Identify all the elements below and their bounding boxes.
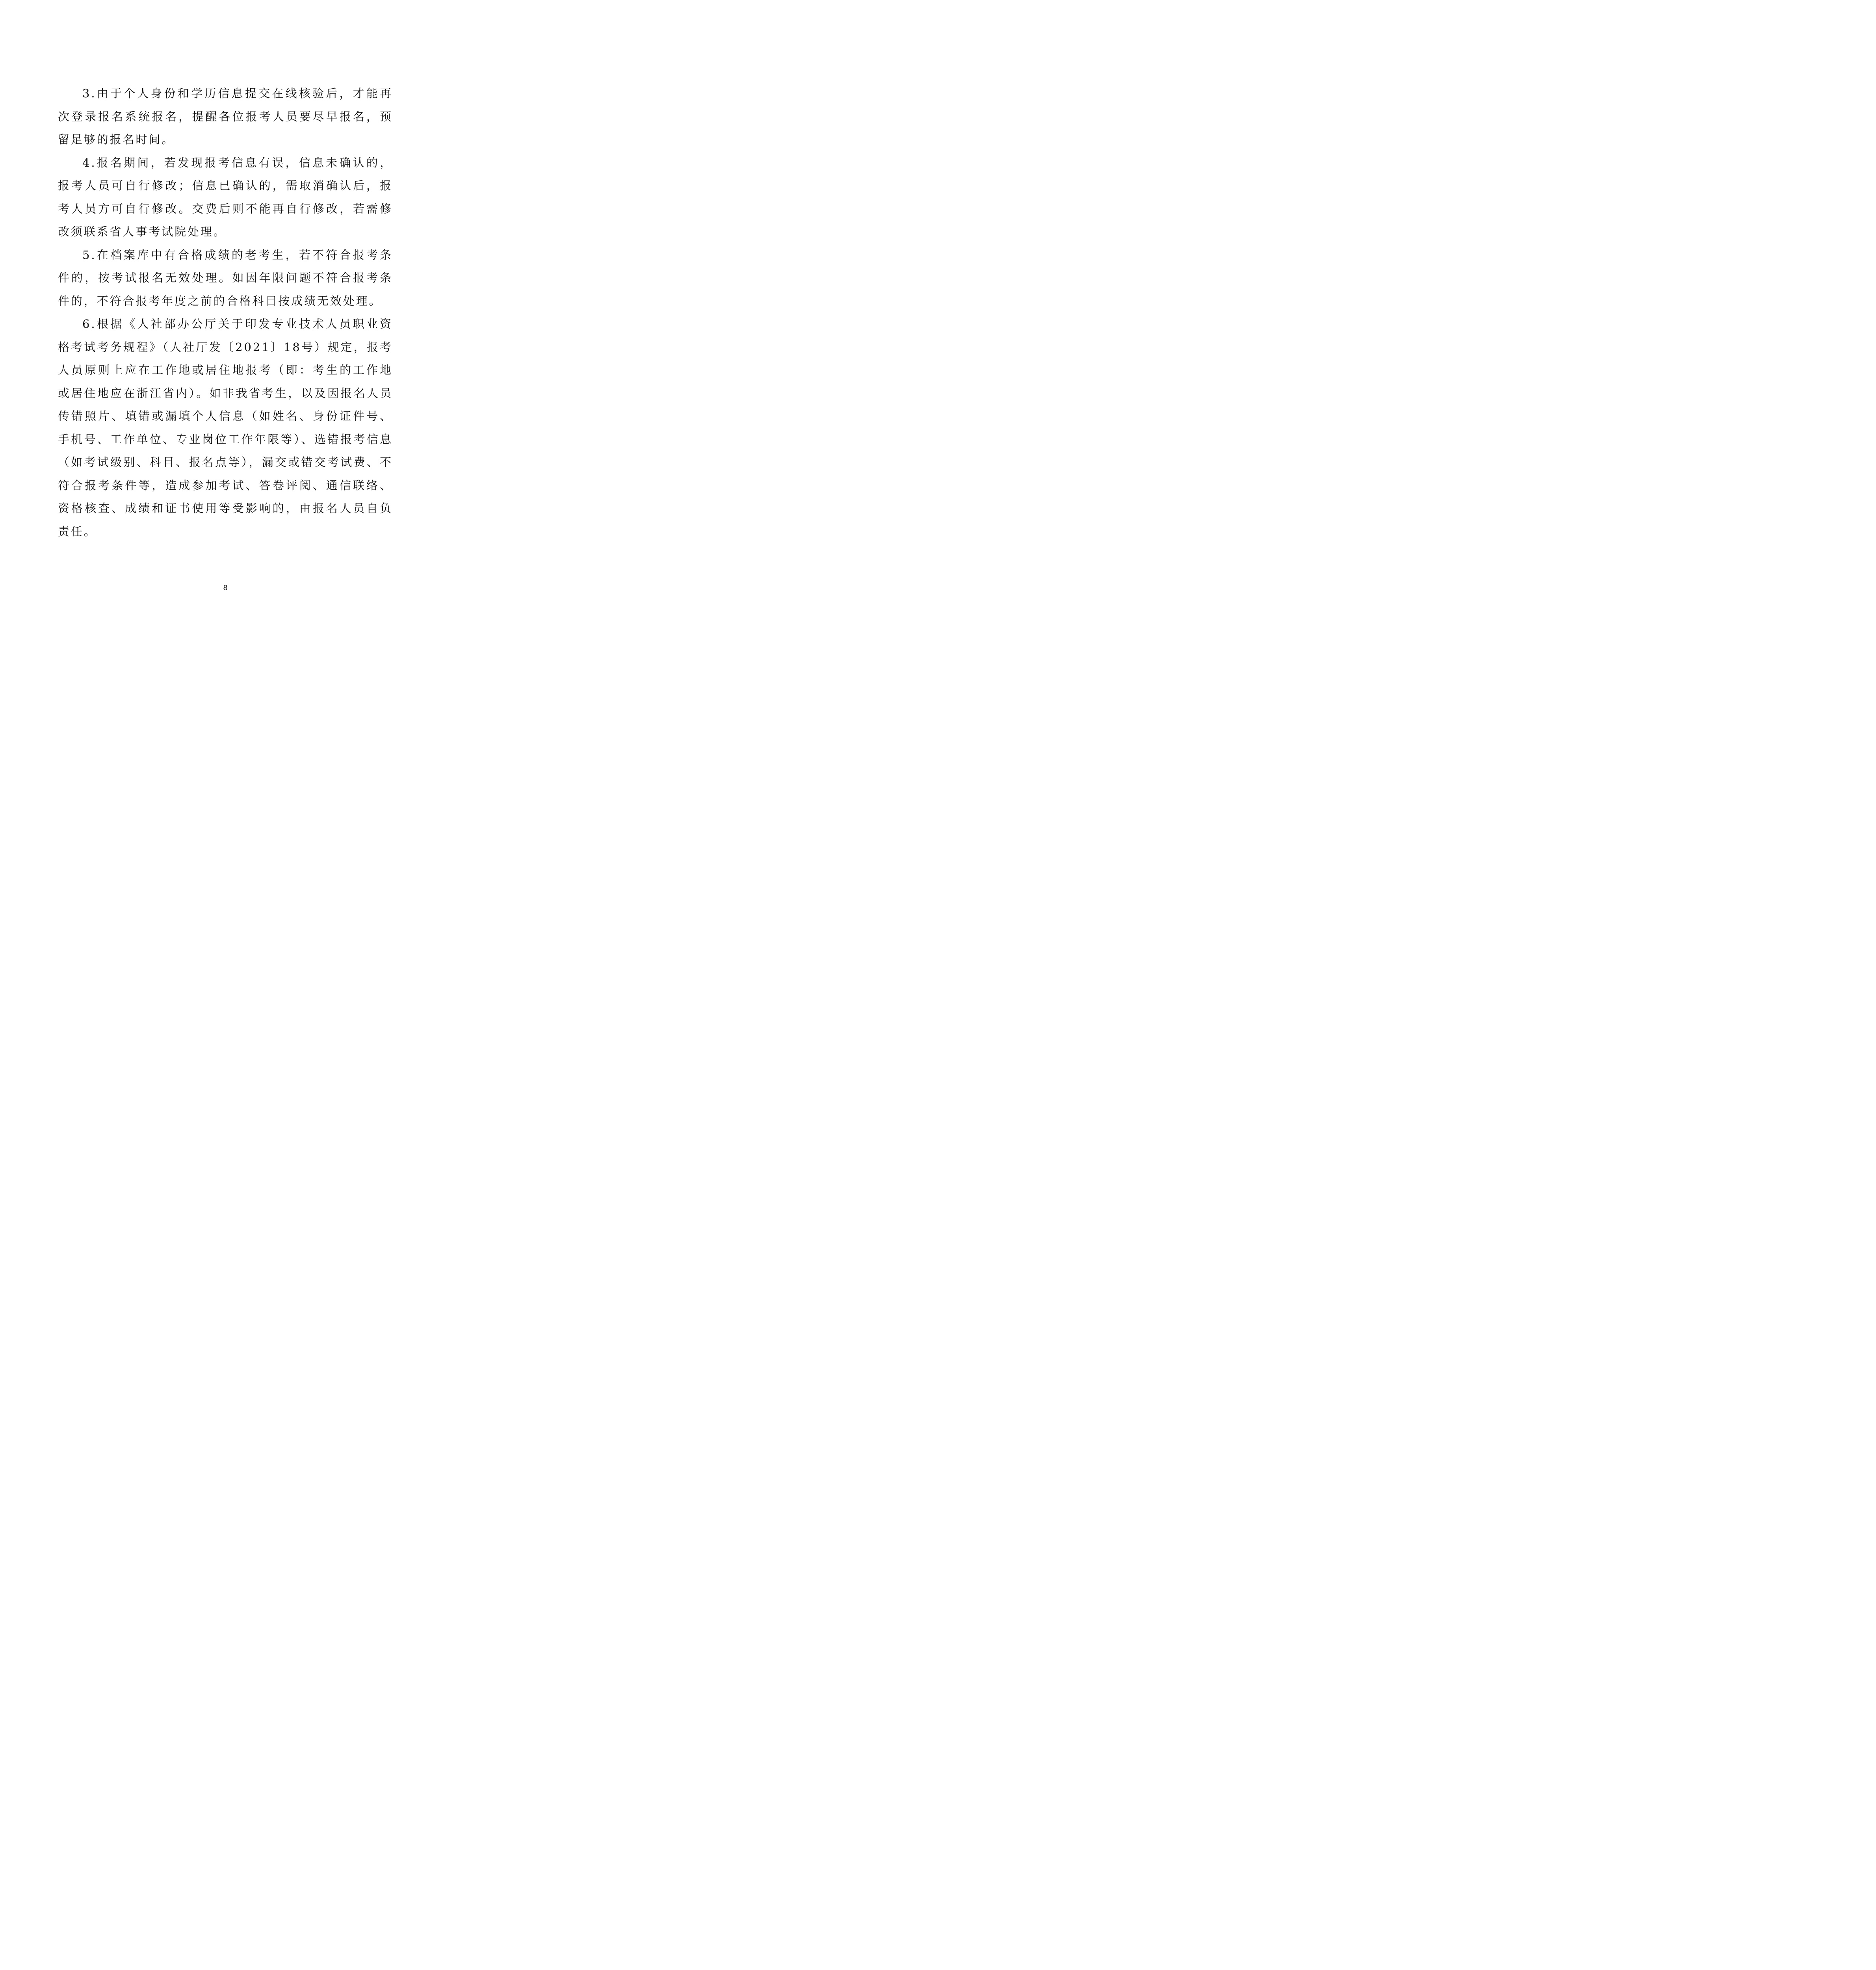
paragraph-item-3: 3.由于个人身份和学历信息提交在线核验后，才能再次登录报名系统报名，提醒各位报考人员要尽早报名，预留足够的报名时间。 — [58, 87, 393, 146]
paragraph-item-5: 5.在档案库中有合格成绩的老考生，若不符合报考条件的，按考试报名无效处理。如因年限问题不符合报考条件的，不符合报考年度之前的合格科目按成绩无效处理。 — [58, 248, 393, 308]
paragraph-item-4: 4.报名期间，若发现报考信息有误，信息未确认的，报考人员可自行修改；信息已确认的，需取消确认后，报考人员方可自行修改。交费后则不能再自行修改，若需修改须联系省人事考试院处理。 — [58, 156, 393, 238]
paragraph-item-6: 6.根据《人社部办公厅关于印发专业技术人员职业资格考试考务规程》（人社厅发〔2021〕18号）规定，报考人员原则上应在工作地或居住地报考（即：考生的工作地或居住地应在浙江省内）。如非我省考生，以及因报名人员传错照片、填错或漏填个人信息（如姓名、身份证件号、手机号、工作单位、专业岗位工作年限等）、选错报考信息（如考试级别、科目、报名点等），漏交或错交考试费、不符合报考条件等，造成参加考试、答卷评阅、通信联络、资格核查、成绩和证书使用等受影响的，由报名人员自负责任。 — [58, 317, 393, 538]
page-number: 8 — [223, 584, 228, 592]
document-page — [0, 0, 451, 637]
body-text — [58, 82, 393, 543]
